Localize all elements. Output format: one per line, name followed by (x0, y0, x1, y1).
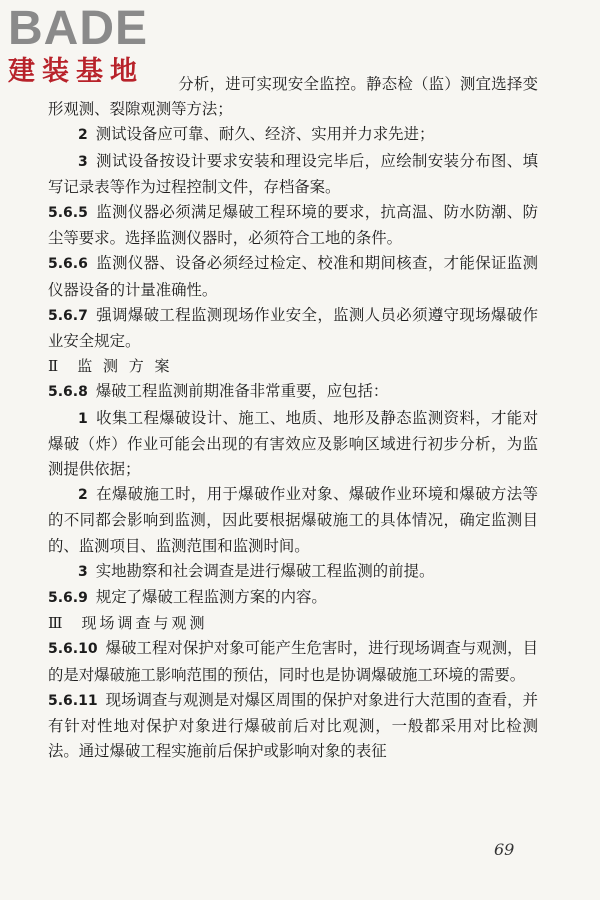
item-text: 收集工程爆破设计、施工、地质、地形及静态监测资料，才能对爆破（炸）作业可能会出现的有害效应及影响区域进行初步分析，为监测提供依据； (48, 408, 538, 479)
clause-number: 5.6.7 (48, 307, 88, 324)
clause-text: 监测仪器、设备必须经过检定、校准和期间核查，才能保证监测仪器设备的计量准确性。 (48, 254, 538, 299)
section-title: 现场调查与观测 (81, 614, 208, 633)
clause-number: 5.6.8 (48, 384, 88, 401)
clause-number: 5.6.6 (48, 256, 88, 273)
list-item (48, 149, 538, 200)
clause-text: 规定了爆破工程监测方案的内容。 (95, 588, 327, 607)
clause-5-6-10 (48, 636, 538, 687)
page-body (48, 72, 538, 764)
clause-number: 5.6.10 (48, 641, 98, 658)
item-text: 在爆破施工时，用于爆破作业对象、爆破作业环境和爆破方法等的不同都会影响到监测，因此要根据爆破施工的具体情况，确定监测目的、监测项目、监测范围和监测时间。 (48, 485, 538, 555)
section-numeral: Ⅲ (48, 614, 66, 633)
item-text: 测试设备按设计要求安装和理设完毕后，应绘制安装分布图、填写记录表等作为过程控制文件，存档备案。 (48, 151, 538, 196)
list-item (48, 122, 538, 148)
clause-5-6-5 (48, 200, 538, 251)
item-number: 3 (78, 153, 88, 170)
clause-number: 5.6.11 (48, 692, 98, 709)
clause-5-6-9 (48, 585, 538, 611)
clause-5-6-7 (48, 303, 538, 354)
list-item (48, 406, 538, 483)
clause-5-6-8 (48, 379, 538, 405)
item-text: 实地勘察和社会调查是进行爆破工程监测的前提。 (95, 561, 435, 580)
list-item (48, 482, 538, 559)
section-heading-iii (48, 611, 538, 636)
clause-number: 5.6.9 (48, 590, 88, 607)
logo-chinese-text: 建装基地 (8, 56, 144, 87)
logo-latin-text: BADE (8, 2, 149, 55)
clause-number: 5.6.5 (48, 205, 88, 222)
clause-text: 爆破工程对保护对象可能产生危害时，进行现场调查与观测，目的是对爆破施工影响范围的预估，同时也是协调爆破施工环境的需要。 (48, 639, 538, 684)
item-number: 1 (78, 410, 88, 427)
list-item (48, 559, 538, 585)
clause-text: 监测仪器必须满足爆破工程环境的要求，抗高温、防水防潮、防尘等要求。选择监测仪器时，必须符合工地的条件。 (48, 203, 538, 248)
section-heading-ii (48, 354, 538, 379)
item-number: 3 (78, 563, 88, 580)
item-number: 2 (78, 487, 88, 504)
section-title: 监 测 方 案 (77, 357, 173, 376)
section-numeral: Ⅱ (48, 357, 62, 376)
clause-5-6-11 (48, 688, 538, 765)
paragraph-text: 分析，进可实现安全监控。静态检（监）测宜选择变形观测、裂隙观测等方法； (48, 75, 538, 119)
paragraph-continuation (48, 72, 538, 122)
page-number: 69 (494, 840, 515, 859)
clause-text: 强调爆破工程监测现场作业安全，监测人员必须遵守现场爆破作业安全规定。 (48, 305, 538, 351)
clause-5-6-6 (48, 251, 538, 302)
clause-text: 现场调查与观测是对爆区周围的保护对象进行大范围的查看，并有针对性地对保护对象进行爆破前后对比观测，一般都采用对比检测法。通过爆破工程实施前后保护或影响对象的表征 (48, 690, 538, 761)
item-text: 测试设备应可靠、耐久、经济、实用并力求先进； (95, 125, 435, 144)
clause-text: 爆破工程监测前期准备非常重要，应包括： (95, 382, 389, 401)
item-number: 2 (78, 127, 88, 144)
